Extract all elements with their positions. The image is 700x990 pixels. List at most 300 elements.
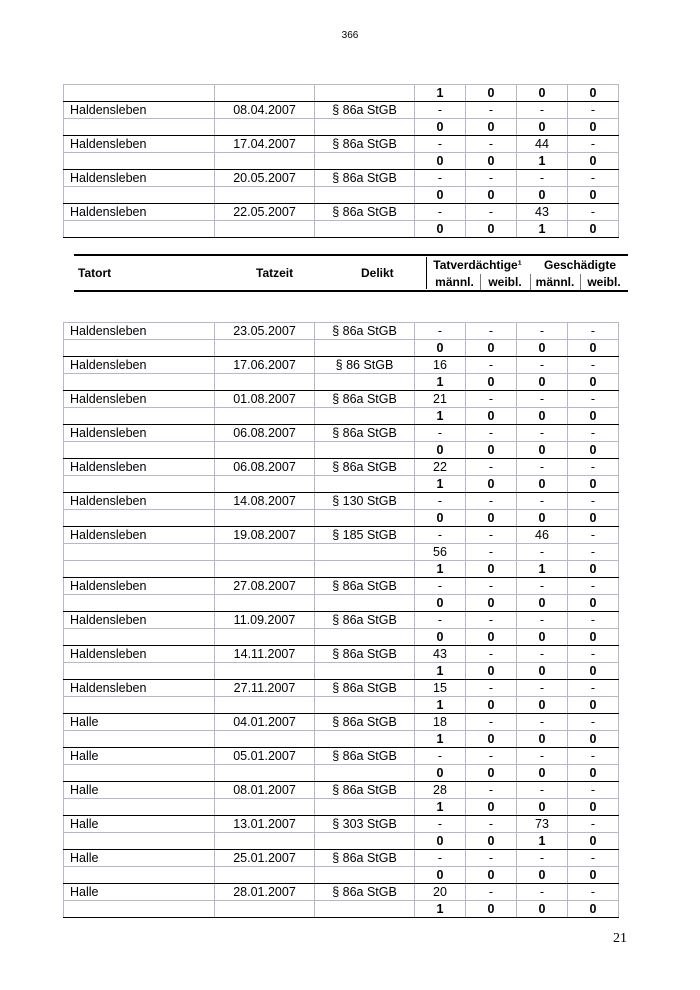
cell-tatzeit: 05.01.2007 <box>215 748 315 765</box>
cell-tatzeit: 04.01.2007 <box>215 714 315 731</box>
cell-empty <box>315 901 415 918</box>
cell-empty <box>64 629 215 646</box>
cell-delikt: § 86a StGB <box>315 204 415 221</box>
cell-g-maennl: - <box>517 391 568 408</box>
cell-tv-weibl: - <box>466 357 517 374</box>
cell-g-weibl: 0 <box>568 85 619 102</box>
cell-tatort: Haldensleben <box>64 170 215 187</box>
cell-empty <box>64 340 215 357</box>
cell-delikt: § 86a StGB <box>315 425 415 442</box>
header-tv-maennl: männl. <box>435 275 474 289</box>
cell-tv-maennl: - <box>415 493 466 510</box>
cell-g-maennl: 1 <box>517 153 568 170</box>
cell-g-weibl: 0 <box>568 510 619 527</box>
table-row <box>64 204 619 221</box>
cell-empty <box>315 510 415 527</box>
cell-empty <box>315 408 415 425</box>
header-geschaedigte: Geschädigte <box>543 258 617 272</box>
cell-empty <box>215 476 315 493</box>
cell-g-weibl: - <box>568 612 619 629</box>
page-number-bottom: 21 <box>613 931 627 946</box>
cell-tatzeit: 11.09.2007 <box>215 612 315 629</box>
cell-tatzeit: 17.04.2007 <box>215 136 315 153</box>
cell-g-maennl: - <box>517 357 568 374</box>
cell-g-maennl: 0 <box>517 901 568 918</box>
cell-empty <box>215 799 315 816</box>
cell-g-weibl: 0 <box>568 119 619 136</box>
sum-row <box>64 340 619 357</box>
cell-tv-maennl: 16 <box>415 357 466 374</box>
table-row <box>64 612 619 629</box>
cell-empty <box>315 833 415 850</box>
table-row <box>64 170 619 187</box>
table-row <box>64 782 619 799</box>
cell-empty <box>64 153 215 170</box>
cell-tv-maennl: 0 <box>415 765 466 782</box>
cell-g-weibl: - <box>568 391 619 408</box>
cell-tv-maennl: - <box>415 136 466 153</box>
cell-delikt: § 86a StGB <box>315 884 415 901</box>
cell-empty <box>315 731 415 748</box>
cell-empty <box>315 561 415 578</box>
cell-empty <box>64 595 215 612</box>
table-row <box>64 884 619 901</box>
cell-g-maennl: 0 <box>517 697 568 714</box>
cell-empty <box>315 476 415 493</box>
cell-g-weibl: - <box>568 527 619 544</box>
cell-empty <box>315 629 415 646</box>
cell-tatort: Haldensleben <box>64 578 215 595</box>
cell-tv-maennl: 1 <box>415 561 466 578</box>
cell-tv-maennl: 0 <box>415 442 466 459</box>
cell-g-maennl: 0 <box>517 408 568 425</box>
cell-g-maennl: 0 <box>517 663 568 680</box>
cell-g-weibl: 0 <box>568 697 619 714</box>
cell-tv-weibl: - <box>466 612 517 629</box>
cell-empty <box>215 119 315 136</box>
cell-tatzeit: 22.05.2007 <box>215 204 315 221</box>
sum-row <box>64 476 619 493</box>
cell-tv-weibl: - <box>466 204 517 221</box>
cell-delikt: § 86a StGB <box>315 680 415 697</box>
cell-empty <box>315 221 415 238</box>
sum-row <box>64 663 619 680</box>
cell-tatort: Haldensleben <box>64 680 215 697</box>
cell-delikt: § 185 StGB <box>315 527 415 544</box>
cell-g-weibl: - <box>568 714 619 731</box>
cell-empty <box>215 629 315 646</box>
cell-tv-weibl: 0 <box>466 595 517 612</box>
cell-g-maennl: - <box>517 850 568 867</box>
cell-tv-maennl: 1 <box>415 901 466 918</box>
cell-g-weibl: 0 <box>568 442 619 459</box>
cell-delikt: § 86a StGB <box>315 850 415 867</box>
sum-row <box>64 510 619 527</box>
page-number-top: 366 <box>341 30 359 41</box>
cell-tv-maennl: 56 <box>415 544 466 561</box>
cell-tv-maennl: - <box>415 323 466 340</box>
sum-row <box>64 867 619 884</box>
cell-tv-maennl: 1 <box>415 731 466 748</box>
cell-g-maennl: 0 <box>517 629 568 646</box>
cell-g-maennl: - <box>517 578 568 595</box>
cell-g-weibl: 0 <box>568 408 619 425</box>
cell-delikt: § 86a StGB <box>315 459 415 476</box>
cell-g-maennl: - <box>517 323 568 340</box>
cell-tv-maennl: 1 <box>415 85 466 102</box>
cell-tv-maennl: 1 <box>415 408 466 425</box>
sum-row <box>64 561 619 578</box>
cell-tv-maennl: - <box>415 425 466 442</box>
cell-empty <box>215 561 315 578</box>
cell-empty <box>315 799 415 816</box>
cell-empty <box>215 408 315 425</box>
cell-g-maennl: 73 <box>517 816 568 833</box>
cell-empty <box>315 85 415 102</box>
cell-tatzeit: 08.01.2007 <box>215 782 315 799</box>
table-row <box>64 714 619 731</box>
cell-empty <box>315 663 415 680</box>
cell-tv-maennl: - <box>415 850 466 867</box>
cell-delikt <box>315 544 415 561</box>
cell-delikt: § 86a StGB <box>315 323 415 340</box>
cell-tv-maennl: 0 <box>415 833 466 850</box>
cell-empty <box>215 187 315 204</box>
cell-tatzeit: 14.11.2007 <box>215 646 315 663</box>
cell-g-weibl: 0 <box>568 221 619 238</box>
cell-tatzeit: 01.08.2007 <box>215 391 315 408</box>
cell-g-weibl: 0 <box>568 663 619 680</box>
cell-tv-maennl: 20 <box>415 884 466 901</box>
cell-g-weibl: - <box>568 578 619 595</box>
cell-empty <box>215 901 315 918</box>
cell-tv-weibl: 0 <box>466 629 517 646</box>
cell-tatort: Halle <box>64 748 215 765</box>
cell-tv-maennl: - <box>415 527 466 544</box>
cell-empty <box>215 221 315 238</box>
cell-empty <box>215 765 315 782</box>
cell-tv-maennl: - <box>415 748 466 765</box>
cell-g-weibl: 0 <box>568 731 619 748</box>
cell-empty <box>64 476 215 493</box>
cell-tatzeit: 06.08.2007 <box>215 459 315 476</box>
cell-tatort: Haldensleben <box>64 459 215 476</box>
header-tatzeit: Tatzeit <box>256 266 294 280</box>
cell-tv-maennl: 21 <box>415 391 466 408</box>
cell-tv-weibl: - <box>466 102 517 119</box>
cell-tatort <box>64 544 215 561</box>
sum-row <box>64 629 619 646</box>
cell-tv-weibl: 0 <box>466 85 517 102</box>
cell-delikt: § 86a StGB <box>315 578 415 595</box>
cell-empty <box>64 442 215 459</box>
cell-tv-weibl: 0 <box>466 340 517 357</box>
cell-g-weibl: - <box>568 459 619 476</box>
cell-g-weibl: - <box>568 782 619 799</box>
cell-g-weibl: - <box>568 544 619 561</box>
cell-g-weibl: - <box>568 323 619 340</box>
cell-empty <box>315 697 415 714</box>
cell-tatzeit: 17.06.2007 <box>215 357 315 374</box>
header-tatort: Tatort <box>78 266 112 280</box>
cell-g-maennl: - <box>517 425 568 442</box>
cell-empty <box>315 765 415 782</box>
cell-tatzeit: 08.04.2007 <box>215 102 315 119</box>
cell-tv-maennl: 28 <box>415 782 466 799</box>
cell-tatort: Haldensleben <box>64 425 215 442</box>
table-row <box>64 493 619 510</box>
cell-g-weibl: 0 <box>568 765 619 782</box>
cell-empty <box>215 697 315 714</box>
cell-g-maennl: - <box>517 459 568 476</box>
cell-tv-weibl: - <box>466 646 517 663</box>
cell-g-weibl: - <box>568 357 619 374</box>
cell-g-weibl: - <box>568 816 619 833</box>
cell-tv-weibl: - <box>466 816 517 833</box>
cell-empty <box>315 374 415 391</box>
cell-g-maennl: 0 <box>517 799 568 816</box>
cell-tv-weibl: 0 <box>466 697 517 714</box>
cell-g-maennl: 0 <box>517 765 568 782</box>
cell-delikt: § 86a StGB <box>315 646 415 663</box>
cell-delikt: § 86a StGB <box>315 391 415 408</box>
table-row <box>64 102 619 119</box>
cell-tv-maennl: 15 <box>415 680 466 697</box>
cell-empty <box>315 340 415 357</box>
cell-delikt: § 86a StGB <box>315 170 415 187</box>
sum-row <box>64 697 619 714</box>
cell-tatort: Haldensleben <box>64 102 215 119</box>
cell-tatzeit: 06.08.2007 <box>215 425 315 442</box>
cell-tv-maennl: 1 <box>415 697 466 714</box>
cell-delikt: § 86a StGB <box>315 748 415 765</box>
sum-row <box>64 408 619 425</box>
table-row <box>64 323 619 340</box>
header-tv-weibl: weibl. <box>488 275 522 289</box>
cell-g-maennl: 0 <box>517 731 568 748</box>
sum-row <box>64 765 619 782</box>
cell-g-maennl: 0 <box>517 374 568 391</box>
cell-tv-weibl: 0 <box>466 119 517 136</box>
cell-tv-weibl: - <box>466 714 517 731</box>
cell-g-maennl: - <box>517 680 568 697</box>
column-header <box>74 254 628 292</box>
cell-tv-weibl: 0 <box>466 731 517 748</box>
cell-empty <box>64 510 215 527</box>
cell-tv-weibl: 0 <box>466 221 517 238</box>
cell-empty <box>215 867 315 884</box>
table-row <box>64 527 619 544</box>
cell-g-maennl: 1 <box>517 221 568 238</box>
cell-tv-maennl: 0 <box>415 629 466 646</box>
cell-g-maennl: 0 <box>517 510 568 527</box>
cell-tv-weibl: - <box>466 170 517 187</box>
cell-g-maennl: - <box>517 102 568 119</box>
cell-tatort: Haldensleben <box>64 646 215 663</box>
cell-tv-weibl: - <box>466 544 517 561</box>
sum-row <box>64 119 619 136</box>
cell-g-maennl: 0 <box>517 119 568 136</box>
cell-tatort: Haldensleben <box>64 527 215 544</box>
cell-tatzeit: 25.01.2007 <box>215 850 315 867</box>
sum-row <box>64 731 619 748</box>
cell-g-weibl: - <box>568 680 619 697</box>
cell-tv-weibl: 0 <box>466 510 517 527</box>
sum-row <box>64 595 619 612</box>
cell-g-maennl: - <box>517 884 568 901</box>
cell-tv-weibl: - <box>466 136 517 153</box>
sum-row <box>64 799 619 816</box>
cell-tatzeit: 20.05.2007 <box>215 170 315 187</box>
cell-g-maennl: 0 <box>517 867 568 884</box>
cell-tv-maennl: - <box>415 170 466 187</box>
cell-tv-weibl: 0 <box>466 561 517 578</box>
cell-empty <box>215 442 315 459</box>
cell-delikt: § 86 StGB <box>315 357 415 374</box>
cell-g-weibl: - <box>568 646 619 663</box>
sum-row <box>64 187 619 204</box>
incident-table-main <box>63 322 619 918</box>
cell-empty <box>64 731 215 748</box>
cell-tv-maennl: 0 <box>415 867 466 884</box>
cell-g-maennl: 43 <box>517 204 568 221</box>
incident-table-top <box>63 84 619 238</box>
cell-g-maennl: 1 <box>517 833 568 850</box>
cell-empty <box>64 561 215 578</box>
table-row <box>64 646 619 663</box>
cell-tv-weibl: 0 <box>466 833 517 850</box>
cell-empty <box>215 595 315 612</box>
cell-empty <box>315 153 415 170</box>
cell-tatort: Haldensleben <box>64 136 215 153</box>
cell-tatort: Halle <box>64 782 215 799</box>
cell-g-maennl: 0 <box>517 340 568 357</box>
cell-tv-weibl: - <box>466 459 517 476</box>
cell-empty <box>215 153 315 170</box>
cell-tv-weibl: - <box>466 680 517 697</box>
cell-empty <box>315 119 415 136</box>
sum-row <box>64 442 619 459</box>
cell-empty <box>215 663 315 680</box>
cell-tatort: Haldensleben <box>64 391 215 408</box>
cell-tatzeit: 13.01.2007 <box>215 816 315 833</box>
cell-tv-weibl: 0 <box>466 476 517 493</box>
cell-tv-maennl: 0 <box>415 595 466 612</box>
cell-tv-maennl: 0 <box>415 221 466 238</box>
cell-g-weibl: - <box>568 884 619 901</box>
sum-row <box>64 374 619 391</box>
table-row <box>64 816 619 833</box>
cell-tatort: Haldensleben <box>64 323 215 340</box>
cell-tv-maennl: - <box>415 816 466 833</box>
cell-delikt: § 86a StGB <box>315 714 415 731</box>
cell-g-weibl: - <box>568 425 619 442</box>
cell-g-maennl: 44 <box>517 136 568 153</box>
cell-g-weibl: - <box>568 170 619 187</box>
cell-tv-maennl: 22 <box>415 459 466 476</box>
cell-g-maennl: 0 <box>517 187 568 204</box>
cell-tatort: Halle <box>64 816 215 833</box>
cell-tv-weibl: - <box>466 578 517 595</box>
cell-tatort: Haldensleben <box>64 204 215 221</box>
cell-g-maennl: 0 <box>517 476 568 493</box>
cell-empty <box>64 408 215 425</box>
cell-g-weibl: - <box>568 748 619 765</box>
cell-tatzeit: 27.11.2007 <box>215 680 315 697</box>
cell-tv-weibl: - <box>466 850 517 867</box>
cell-g-weibl: - <box>568 204 619 221</box>
cell-tv-weibl: - <box>466 748 517 765</box>
table-row <box>64 544 619 561</box>
sum-row <box>64 85 619 102</box>
cell-tv-weibl: 0 <box>466 901 517 918</box>
table-row <box>64 748 619 765</box>
cell-tv-weibl: - <box>466 425 517 442</box>
cell-empty <box>215 340 315 357</box>
cell-tv-weibl: 0 <box>466 442 517 459</box>
cell-g-weibl: 0 <box>568 374 619 391</box>
cell-empty <box>315 187 415 204</box>
cell-g-maennl: - <box>517 612 568 629</box>
cell-g-maennl: - <box>517 544 568 561</box>
sum-row <box>64 153 619 170</box>
cell-g-weibl: - <box>568 493 619 510</box>
table-row <box>64 357 619 374</box>
table-row <box>64 850 619 867</box>
cell-tv-weibl: - <box>466 782 517 799</box>
cell-tv-weibl: - <box>466 323 517 340</box>
cell-g-maennl: - <box>517 782 568 799</box>
cell-tatzeit <box>215 544 315 561</box>
cell-tv-weibl: - <box>466 527 517 544</box>
cell-tv-weibl: 0 <box>466 765 517 782</box>
cell-delikt: § 130 StGB <box>315 493 415 510</box>
cell-empty <box>215 85 315 102</box>
cell-tv-maennl: - <box>415 612 466 629</box>
cell-tatzeit: 28.01.2007 <box>215 884 315 901</box>
cell-delikt: § 86a StGB <box>315 782 415 799</box>
cell-empty <box>64 697 215 714</box>
cell-tv-maennl: 1 <box>415 663 466 680</box>
cell-empty <box>215 510 315 527</box>
cell-empty <box>315 595 415 612</box>
table-row <box>64 459 619 476</box>
cell-tv-maennl: 0 <box>415 340 466 357</box>
header-tatverdaechtige: Tatverdächtige¹ <box>433 258 522 272</box>
cell-tv-maennl: 0 <box>415 153 466 170</box>
cell-empty <box>64 221 215 238</box>
cell-empty <box>315 867 415 884</box>
cell-g-weibl: - <box>568 850 619 867</box>
cell-tv-weibl: - <box>466 884 517 901</box>
cell-g-maennl: 0 <box>517 85 568 102</box>
header-g-weibl: weibl. <box>587 275 621 289</box>
cell-delikt: § 86a StGB <box>315 612 415 629</box>
cell-tv-maennl: 0 <box>415 187 466 204</box>
cell-g-maennl: - <box>517 170 568 187</box>
cell-tv-weibl: 0 <box>466 153 517 170</box>
cell-g-weibl: - <box>568 102 619 119</box>
cell-tv-maennl: - <box>415 578 466 595</box>
cell-tv-weibl: 0 <box>466 867 517 884</box>
cell-tv-weibl: 0 <box>466 799 517 816</box>
cell-g-maennl: 1 <box>517 561 568 578</box>
sum-row <box>64 901 619 918</box>
cell-tatort: Halle <box>64 850 215 867</box>
cell-empty <box>315 442 415 459</box>
cell-empty <box>64 663 215 680</box>
table-row <box>64 425 619 442</box>
